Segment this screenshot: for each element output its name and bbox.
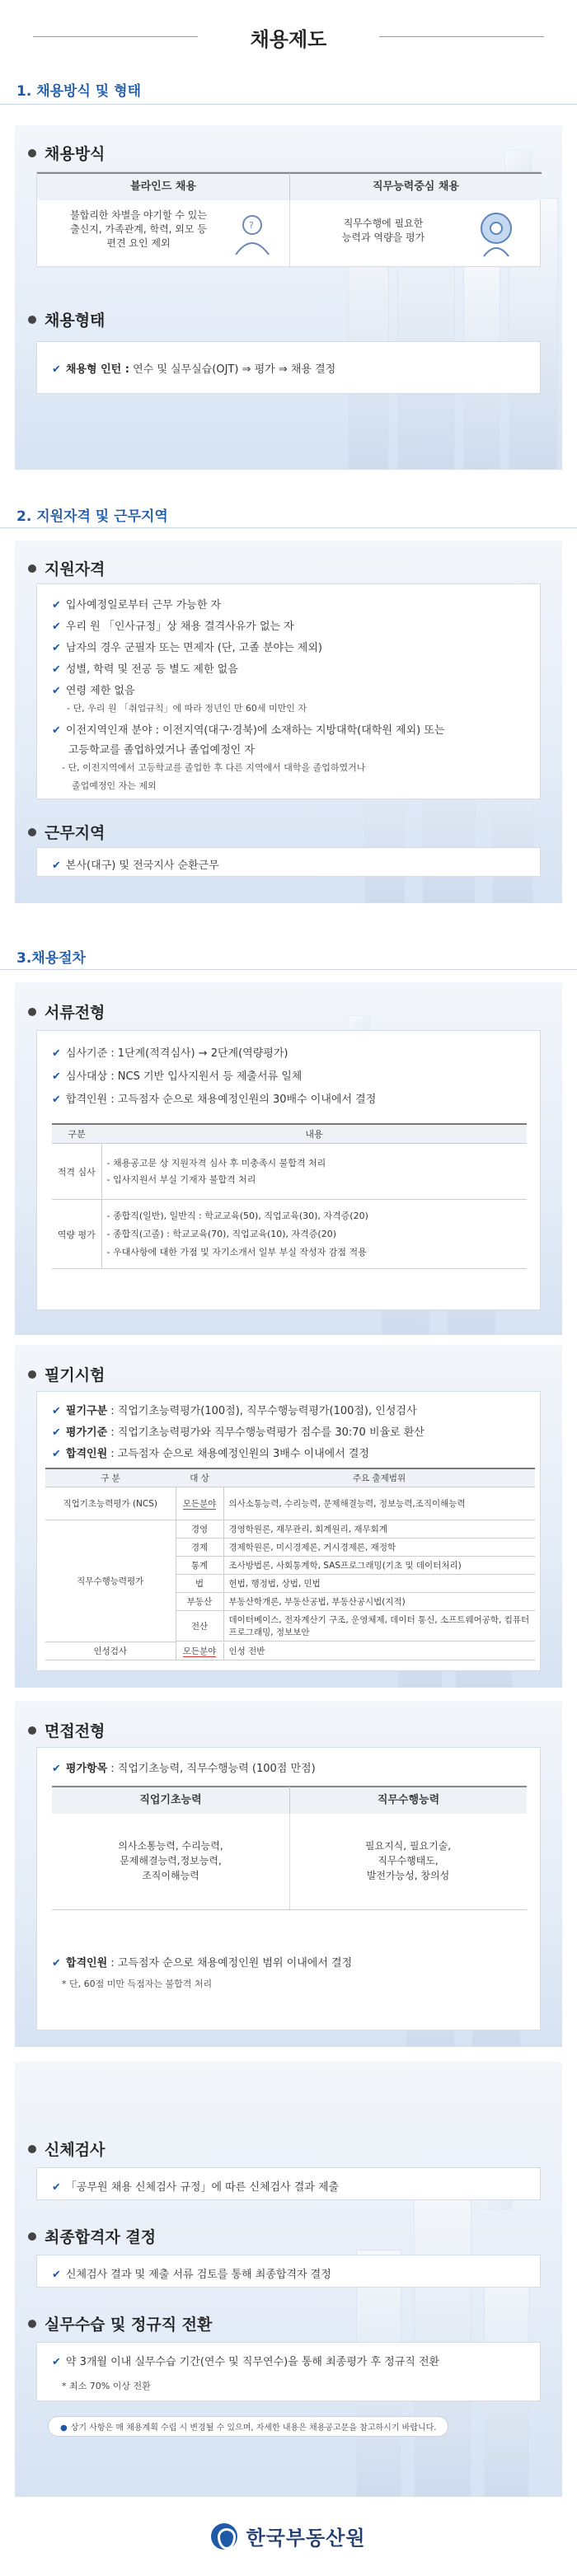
qualification-item: ✔ 입사예정일로부터 근무 가능한 자 — [52, 599, 222, 611]
bullet-icon — [28, 564, 36, 573]
competency-recruit-title: 직무능력중심 채용 — [289, 172, 542, 200]
table-header: 내용 — [101, 1124, 527, 1144]
interview-item: ✔ 평가항목 : 직업기초능력, 직무수행능력 (100점 만점) — [52, 1763, 316, 1775]
doc-item: ✔ 심사대상 : NCS 기반 입사지원서 등 제출서류 일체 — [52, 1070, 303, 1083]
document-screening-table — [52, 1123, 527, 1269]
interview-box — [36, 1747, 541, 2030]
written-item: ✔ 필기구분 : 직업기초능력평가(100점), 직무수행능력평가(100점), 인성검사 — [52, 1405, 417, 1417]
head-brain-icon — [474, 208, 518, 258]
interview-criteria-table — [52, 1786, 527, 1909]
interview-item: ✔ 합격인원 : 고득점자 순으로 채용예정인원 범위 이내에서 결정 — [52, 1957, 353, 1969]
document-screening-panel — [15, 982, 562, 1335]
table-cell: 부동산학개론, 부동산공법, 부동산공시법(지적) — [223, 1593, 535, 1611]
section-1-panel — [15, 125, 562, 470]
bullet-icon — [28, 828, 36, 836]
physical-exam-heading: 신체검사 — [28, 2138, 105, 2160]
recruit-type-heading: 채용형태 — [28, 308, 105, 330]
recruit-method-table — [36, 171, 541, 267]
doc-item: ✔ 합격인원 : 고득점자 순으로 채용예정인원의 30배수 이내에서 결정 — [52, 1094, 377, 1106]
page-title: 채용제도 — [250, 28, 327, 51]
table-cell: 인성 전반 — [223, 1642, 535, 1660]
table-cell: 경제학원론, 미시경제론, 거시경제론, 재정학 — [223, 1539, 535, 1557]
final-decision-box — [36, 2255, 541, 2288]
recruit-type-text: ✔ 채용형 인턴 : 연수 및 실무실습(OJT) ⇒ 평가 ⇒ 채용 결정 — [52, 363, 336, 376]
header-rule-right — [379, 36, 544, 37]
table-header: 직무수행능력 — [289, 1786, 527, 1814]
info-icon: ● — [60, 2424, 68, 2433]
bullet-icon — [28, 149, 36, 157]
final-decision-text: ✔ 신체검사 결과 및 제출 서류 검토를 통해 최종합격자 결정 — [52, 2269, 331, 2281]
table-row-label: 인성검사 — [45, 1642, 176, 1660]
table-cell: 경영학원론, 재무관리, 회계원리, 재무회계 — [223, 1520, 535, 1539]
work-region-heading: 근무지역 — [28, 821, 105, 843]
basic-competency-list: 의사소통능력, 수리능력, 문제해결능력,정보능력, 조직이해능력 — [118, 1840, 223, 1881]
section-2-panel — [15, 541, 562, 903]
section-3-title: 3.채용절차 — [16, 950, 86, 967]
table-header: 구분 — [52, 1124, 101, 1144]
table-cell: 조사방법론, 사회통계학, SAS프로그래밍(기초 및 데이터처리) — [223, 1557, 535, 1575]
interview-note: * 단, 60점 미만 득점자는 불합격 처리 — [62, 1979, 213, 1989]
table-cell: 데이터베이스, 전자계산기 구조, 운영체제, 데이터 통신, 소프트웨어공학, 컴퓨터 프로그래밍, 정보보안 — [223, 1611, 535, 1642]
qualification-item: ✔ 성별, 학력 및 전공 등 별도 제한 없음 — [52, 663, 238, 676]
qualification-note: - 단, 이전지역에서 고등학교를 졸업한 후 다른 지역에서 대학을 졸업하였거나 — [62, 762, 366, 773]
job-competency-list: 필요지식, 필요기술, 직무수행태도, 발전가능성, 창의성 — [364, 1840, 452, 1881]
bullet-icon — [28, 1726, 36, 1735]
qualification-box — [36, 583, 541, 799]
written-exam-box — [36, 1391, 541, 1671]
section-1-title: 1. 채용방식 및 형태 — [16, 83, 141, 100]
qualification-item-cont: 고등학교를 졸업하였거나 졸업예정인 자 — [68, 744, 255, 756]
bullet-icon — [28, 2232, 36, 2241]
table-header: 주요 출제범위 — [223, 1468, 535, 1487]
company-logo — [0, 2522, 577, 2550]
table-cell: 헌법, 행정법, 상법, 민법 — [223, 1575, 535, 1593]
logo-mark-icon — [211, 2523, 237, 2550]
recruit-method-heading: 채용방식 — [28, 142, 105, 164]
written-exam-panel — [15, 1345, 562, 1688]
probation-text: ✔ 약 3개월 이내 실무수습 기간(연수 및 직무연수)을 통해 최종평가 후 정규직 전환 — [52, 2356, 440, 2368]
final-decision-heading: 최종합격자 결정 — [28, 2225, 156, 2247]
table-header: 구 분 — [45, 1468, 176, 1487]
doc-item: ✔ 심사기준 : 1단계(적격심사) → 2단계(역량평가) — [52, 1047, 288, 1060]
table-row-content: - 종합직(일반), 일반직 : 학교교육(50), 직업교육(30), 자격증(20) - 종합직(고졸) : 학교교육(70), 직업교육(10), 자격증(20) - 우대사항에 대한 가점 및 자기소개서 일부 부실 작성자 감점 적용 — [101, 1200, 527, 1269]
bullet-icon — [28, 316, 36, 324]
physical-exam-text: ✔ 「공무원 채용 신체검사 규정」에 따른 신체검사 결과 제출 — [52, 2181, 340, 2194]
document-screening-box — [36, 1030, 541, 1310]
recruit-type-box — [36, 341, 541, 394]
bullet-icon — [28, 2320, 36, 2328]
blind-recruit-title: 블라인드 채용 — [37, 172, 289, 200]
probation-box — [36, 2342, 541, 2401]
final-steps-panel — [15, 2062, 562, 2497]
qualification-note: - 단, 우리 원 「취업규칙」에 따라 정년인 만 60세 미만인 자 — [67, 703, 307, 714]
table-cell: 경제 — [176, 1539, 223, 1557]
table-header: 대 상 — [176, 1468, 223, 1487]
competency-recruit-desc: 직무수행에 필요한 능력과 역량을 평가 — [341, 218, 425, 243]
qualification-item: ✔ 연령 제한 없음 — [52, 685, 135, 697]
qualification-item: ✔ 남자의 경우 군필자 또는 면제자 (단, 고졸 분야는 제외) — [52, 642, 322, 654]
written-exam-table — [45, 1468, 535, 1660]
interview-heading: 면접전형 — [28, 1719, 105, 1741]
footnote: ● 상기 사항은 매 채용계획 수립 시 변경될 수 있으며, 자세한 내용은 채용공고문을 참고하시기 바랍니다. — [48, 2416, 448, 2437]
work-region-text: ✔ 본사(대구) 및 전국지사 순환근무 — [52, 859, 219, 872]
bullet-icon — [28, 2145, 36, 2153]
table-cell: 모든분야 — [176, 1642, 223, 1660]
table-row-label: 직업기초능력평가 (NCS) — [45, 1487, 176, 1520]
written-exam-heading: 필기시험 — [28, 1363, 105, 1385]
check-icon: ✔ — [52, 363, 61, 376]
section-divider — [0, 527, 577, 528]
probation-note: * 최소 70% 이상 전환 — [62, 2381, 151, 2391]
section-divider — [0, 104, 577, 105]
qualification-heading: 지원자격 — [28, 557, 105, 579]
bullet-icon — [28, 1008, 36, 1016]
section-2-title: 2. 지원자격 및 근무지역 — [16, 508, 168, 525]
work-region-box — [36, 847, 541, 877]
page-header — [0, 0, 577, 49]
qualification-note: 졸업예정인 자는 제외 — [72, 780, 157, 791]
qualification-item: ✔ 우리 원 「인사규정」상 채용 결격사유가 없는 자 — [52, 621, 294, 633]
written-item: ✔ 평가기준 : 직업기초능력평가와 직무수행능력평가 점수를 30:70 비율로 환산 — [52, 1426, 425, 1439]
table-cell: 전산 — [176, 1611, 223, 1642]
svg-text:?: ? — [249, 220, 254, 231]
table-row-label: 적격 심사 — [52, 1144, 101, 1200]
table-cell: 법 — [176, 1575, 223, 1593]
table-row-label: 역량 평가 — [52, 1200, 101, 1269]
table-cell: 모든분야 — [176, 1487, 223, 1520]
table-row-content: - 채용공고문 상 지원자격 심사 후 미충족시 불합격 처리 - 입사지원서 부실 기재자 불합격 처리 — [101, 1144, 527, 1200]
section-divider — [0, 969, 577, 970]
bullet-icon — [28, 1370, 36, 1379]
table-cell: 경영 — [176, 1520, 223, 1539]
probation-heading: 실무수습 및 정규직 전환 — [28, 2312, 212, 2335]
interview-panel — [15, 1701, 562, 2047]
table-cell: 통계 — [176, 1557, 223, 1575]
table-cell: 의사소통능력, 수리능력, 문제해결능력, 정보능력,조직이해능력 — [223, 1487, 535, 1520]
logo-text: 한국부동산원 — [246, 2527, 366, 2550]
document-screening-heading: 서류전형 — [28, 1000, 105, 1023]
person-silhouette-icon — [232, 210, 273, 256]
table-cell: 부동산 — [176, 1593, 223, 1611]
physical-exam-box — [36, 2167, 541, 2200]
blind-recruit-desc: 불합리한 차별을 야기할 수 있는 출신지, 가족관계, 학력, 외모 등 편견 요인 제외 — [70, 209, 207, 249]
written-item: ✔ 합격인원 : 고득점자 순으로 채용예정인원의 3배수 이내에서 결정 — [52, 1448, 369, 1460]
table-row-label: 직무수행능력평가 — [45, 1520, 176, 1642]
qualification-item: ✔ 이전지역인재 분야 : 이전지역(대구·경북)에 소재하는 지방대학(대학원 제외) 또는 — [52, 724, 445, 737]
table-header: 직업기초능력 — [52, 1786, 289, 1814]
